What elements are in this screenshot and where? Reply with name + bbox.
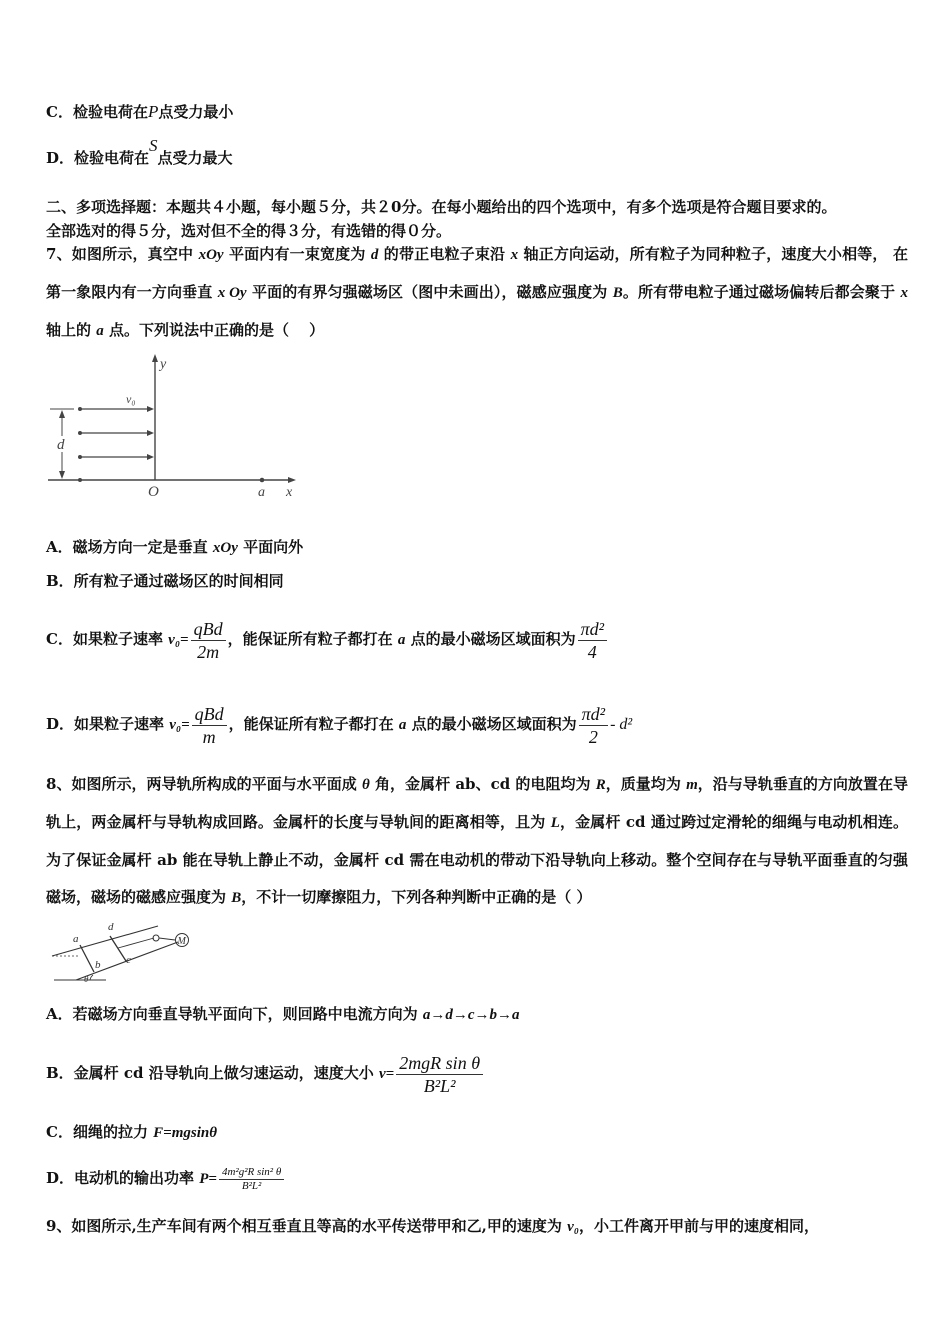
option-text: 点受力最大	[157, 149, 233, 167]
q9-stem	[46, 1215, 819, 1238]
option-text: D．检验电荷在	[46, 149, 150, 167]
stem-text: 的带正电粒子束沿	[378, 245, 511, 263]
option-text: C．如果粒子速率	[46, 630, 169, 648]
area-subtract-term: - d²	[610, 716, 633, 733]
option-text: B．金属杆 cd 沿导轨向上做匀速运动，速度大小	[46, 1064, 379, 1082]
option-text: A．磁场方向一定是垂直	[46, 538, 213, 556]
stem-var: a	[96, 323, 104, 339]
option-text: D．如果粒子速率	[46, 715, 170, 733]
rope-to-motor	[159, 938, 175, 940]
motor-label: M	[177, 936, 186, 947]
current-path: a→d→c→b→a	[422, 1007, 520, 1023]
velocity-fraction	[191, 618, 226, 663]
fraction-numerator: πd²	[578, 618, 607, 641]
q7-option-a	[46, 536, 303, 559]
velocity-fraction	[396, 1052, 483, 1097]
stem-text: 轴正方向运动，所有粒子为同种粒子，速度大小相等， 在第一象限内有一方向垂直	[46, 245, 908, 301]
rod-ab	[80, 945, 94, 972]
y-axis-arrow	[152, 354, 158, 362]
origin-label: O	[148, 484, 159, 500]
power-fraction	[219, 1166, 284, 1193]
fraction-denominator: 2m	[197, 641, 220, 662]
q7-particle-beam-figure	[44, 352, 304, 502]
option-var: v₀=	[168, 632, 189, 648]
option-text: C．细绳的拉力	[46, 1123, 154, 1141]
q8-option-a	[46, 1003, 520, 1026]
stem-var: v₀	[567, 1219, 579, 1235]
stem-text: 8、如图所示，两导轨所构成的平面与水平面成	[46, 775, 362, 793]
stem-text: 角，金属杆 ab、cd 的电阻均为	[369, 775, 596, 793]
q8-option-c	[46, 1121, 217, 1144]
option-var: v₀=	[169, 717, 190, 733]
section-header-line-2: 全部选对的得５分，选对但不全的得３分，有选错的得０分。	[46, 222, 452, 240]
rod-b-label: b	[95, 959, 101, 971]
fraction-numerator: qBd	[192, 703, 227, 726]
option-var: a	[397, 632, 406, 648]
y-axis-label: y	[160, 357, 167, 372]
q7-option-d	[46, 692, 632, 757]
stem-var: x Oy	[217, 285, 247, 301]
stem-text: 轴上的	[46, 321, 97, 339]
area-fraction	[578, 618, 607, 663]
q6-option-c	[46, 101, 233, 123]
q8-option-b	[46, 1033, 485, 1113]
x-axis-label: x	[286, 485, 293, 500]
rod-a-label: a	[73, 933, 79, 945]
q7-stem	[46, 236, 908, 350]
v0-label: v₀	[126, 392, 136, 406]
fraction-numerator: qBd	[191, 618, 226, 641]
option-var: a	[398, 717, 407, 733]
theta-label: θ	[84, 974, 89, 984]
stem-text: ，小工件离开甲前与甲的速度相同，	[579, 1217, 820, 1235]
stem-var: xOy	[198, 247, 224, 263]
option-text: 点的最小磁场区域面积为	[406, 715, 577, 733]
tension-expr: F=mgsinθ	[153, 1125, 218, 1141]
point-a-label: a	[258, 485, 265, 500]
fraction-denominator: B²L²	[241, 1179, 262, 1192]
q7-option-c	[46, 607, 609, 672]
option-text: ，能保证所有粒子都打在	[227, 630, 398, 648]
point-s-symbol: S	[149, 136, 158, 155]
stem-var: m	[686, 777, 698, 793]
stem-text: 7、如图所示，真空中	[46, 245, 199, 263]
fraction-numerator: 4m²g²R sin² θ	[219, 1166, 284, 1180]
point-a-dot	[260, 478, 265, 483]
q8-inclined-rails-figure	[46, 918, 206, 984]
stem-text: ，金属杆 cd 通过跨过定滑轮的细绳与电动机相连。为了保证金属杆 ab 能在导轨上静止不动，金属杆 cd 需在电动机的带动下沿导轨向上移动。整个空间存在与导轨平面垂直的匀强磁场，磁场的磁感应强度为	[46, 813, 908, 906]
stem-var: B	[231, 890, 242, 906]
stem-var: x	[510, 247, 519, 263]
option-var: xOy	[212, 540, 238, 556]
d-label: d	[57, 437, 65, 453]
q8-option-d	[46, 1154, 286, 1203]
section-header-line-1: 二、多项选择题：本题共４小题，每小题５分，共２0分。在每小题给出的四个选项中，有多个选项是符合题目要求的。	[46, 198, 837, 216]
rod-c-label: c	[126, 954, 131, 966]
fraction-denominator: B²L²	[423, 1075, 456, 1096]
stem-text: ，不计一切摩擦阻力，下列各种判断中正确的是（ ）	[241, 888, 592, 906]
stem-text: 点。下列说法中正确的是（ ）	[103, 321, 325, 339]
x-axis-arrow	[288, 477, 296, 483]
fraction-denominator: 4	[587, 641, 597, 662]
option-text: ，能保证所有粒子都打在	[228, 715, 399, 733]
option-text: C．检验电荷在	[46, 103, 148, 121]
stem-var: B	[612, 285, 623, 301]
area-fraction	[579, 703, 608, 748]
option-var: P=	[199, 1171, 217, 1187]
stem-text: 平面内有一束宽度为	[223, 245, 371, 263]
velocity-fraction	[192, 703, 227, 748]
q6-option-d	[46, 136, 233, 176]
rod-d-label: d	[108, 921, 114, 933]
fraction-denominator: m	[202, 726, 216, 747]
rope	[118, 938, 154, 948]
q7-option-b: B．所有粒子通过磁场区的时间相同	[46, 572, 284, 590]
stem-var: d	[370, 247, 379, 263]
angle-arc	[90, 975, 93, 980]
option-text: 平面向外	[237, 538, 304, 556]
fraction-numerator: πd²	[579, 703, 608, 726]
stem-text: ，质量均为	[605, 775, 687, 793]
option-text: 点的最小磁场区域面积为	[405, 630, 576, 648]
option-text: D．电动机的输出功率	[46, 1169, 200, 1187]
option-text: A．若磁场方向垂直导轨平面向下，则回路中电流方向为	[46, 1005, 423, 1023]
option-text: 点受力最小	[158, 103, 234, 121]
particle-beam-arrows	[78, 406, 154, 482]
q8-stem	[46, 766, 908, 917]
fraction-denominator: 2	[588, 726, 598, 747]
rod-cd	[110, 936, 126, 961]
stem-text: 9、如图所示,生产车间有两个相互垂直且等高的水平传送带甲和乙,甲的速度为	[46, 1217, 568, 1235]
option-var: v=	[378, 1066, 395, 1082]
stem-text: 。所有带电粒子通过磁场偏转后都会聚于	[622, 283, 901, 301]
stem-var: x	[900, 285, 908, 301]
point-p-symbol: P	[147, 102, 159, 121]
stem-text: 平面的有界匀强磁场区（图中未画出），磁感应强度为	[246, 283, 613, 301]
stem-text: ，沿与导轨垂直的方向放置在导轨上，两金属杆与导轨构成回路。金属杆的长度与导轨间的距离相等，且为	[46, 775, 908, 831]
stem-var: L	[550, 815, 560, 831]
fraction-numerator: 2mgR sin θ	[396, 1052, 483, 1075]
stem-var: R	[595, 777, 606, 793]
stem-var: θ	[361, 777, 370, 793]
